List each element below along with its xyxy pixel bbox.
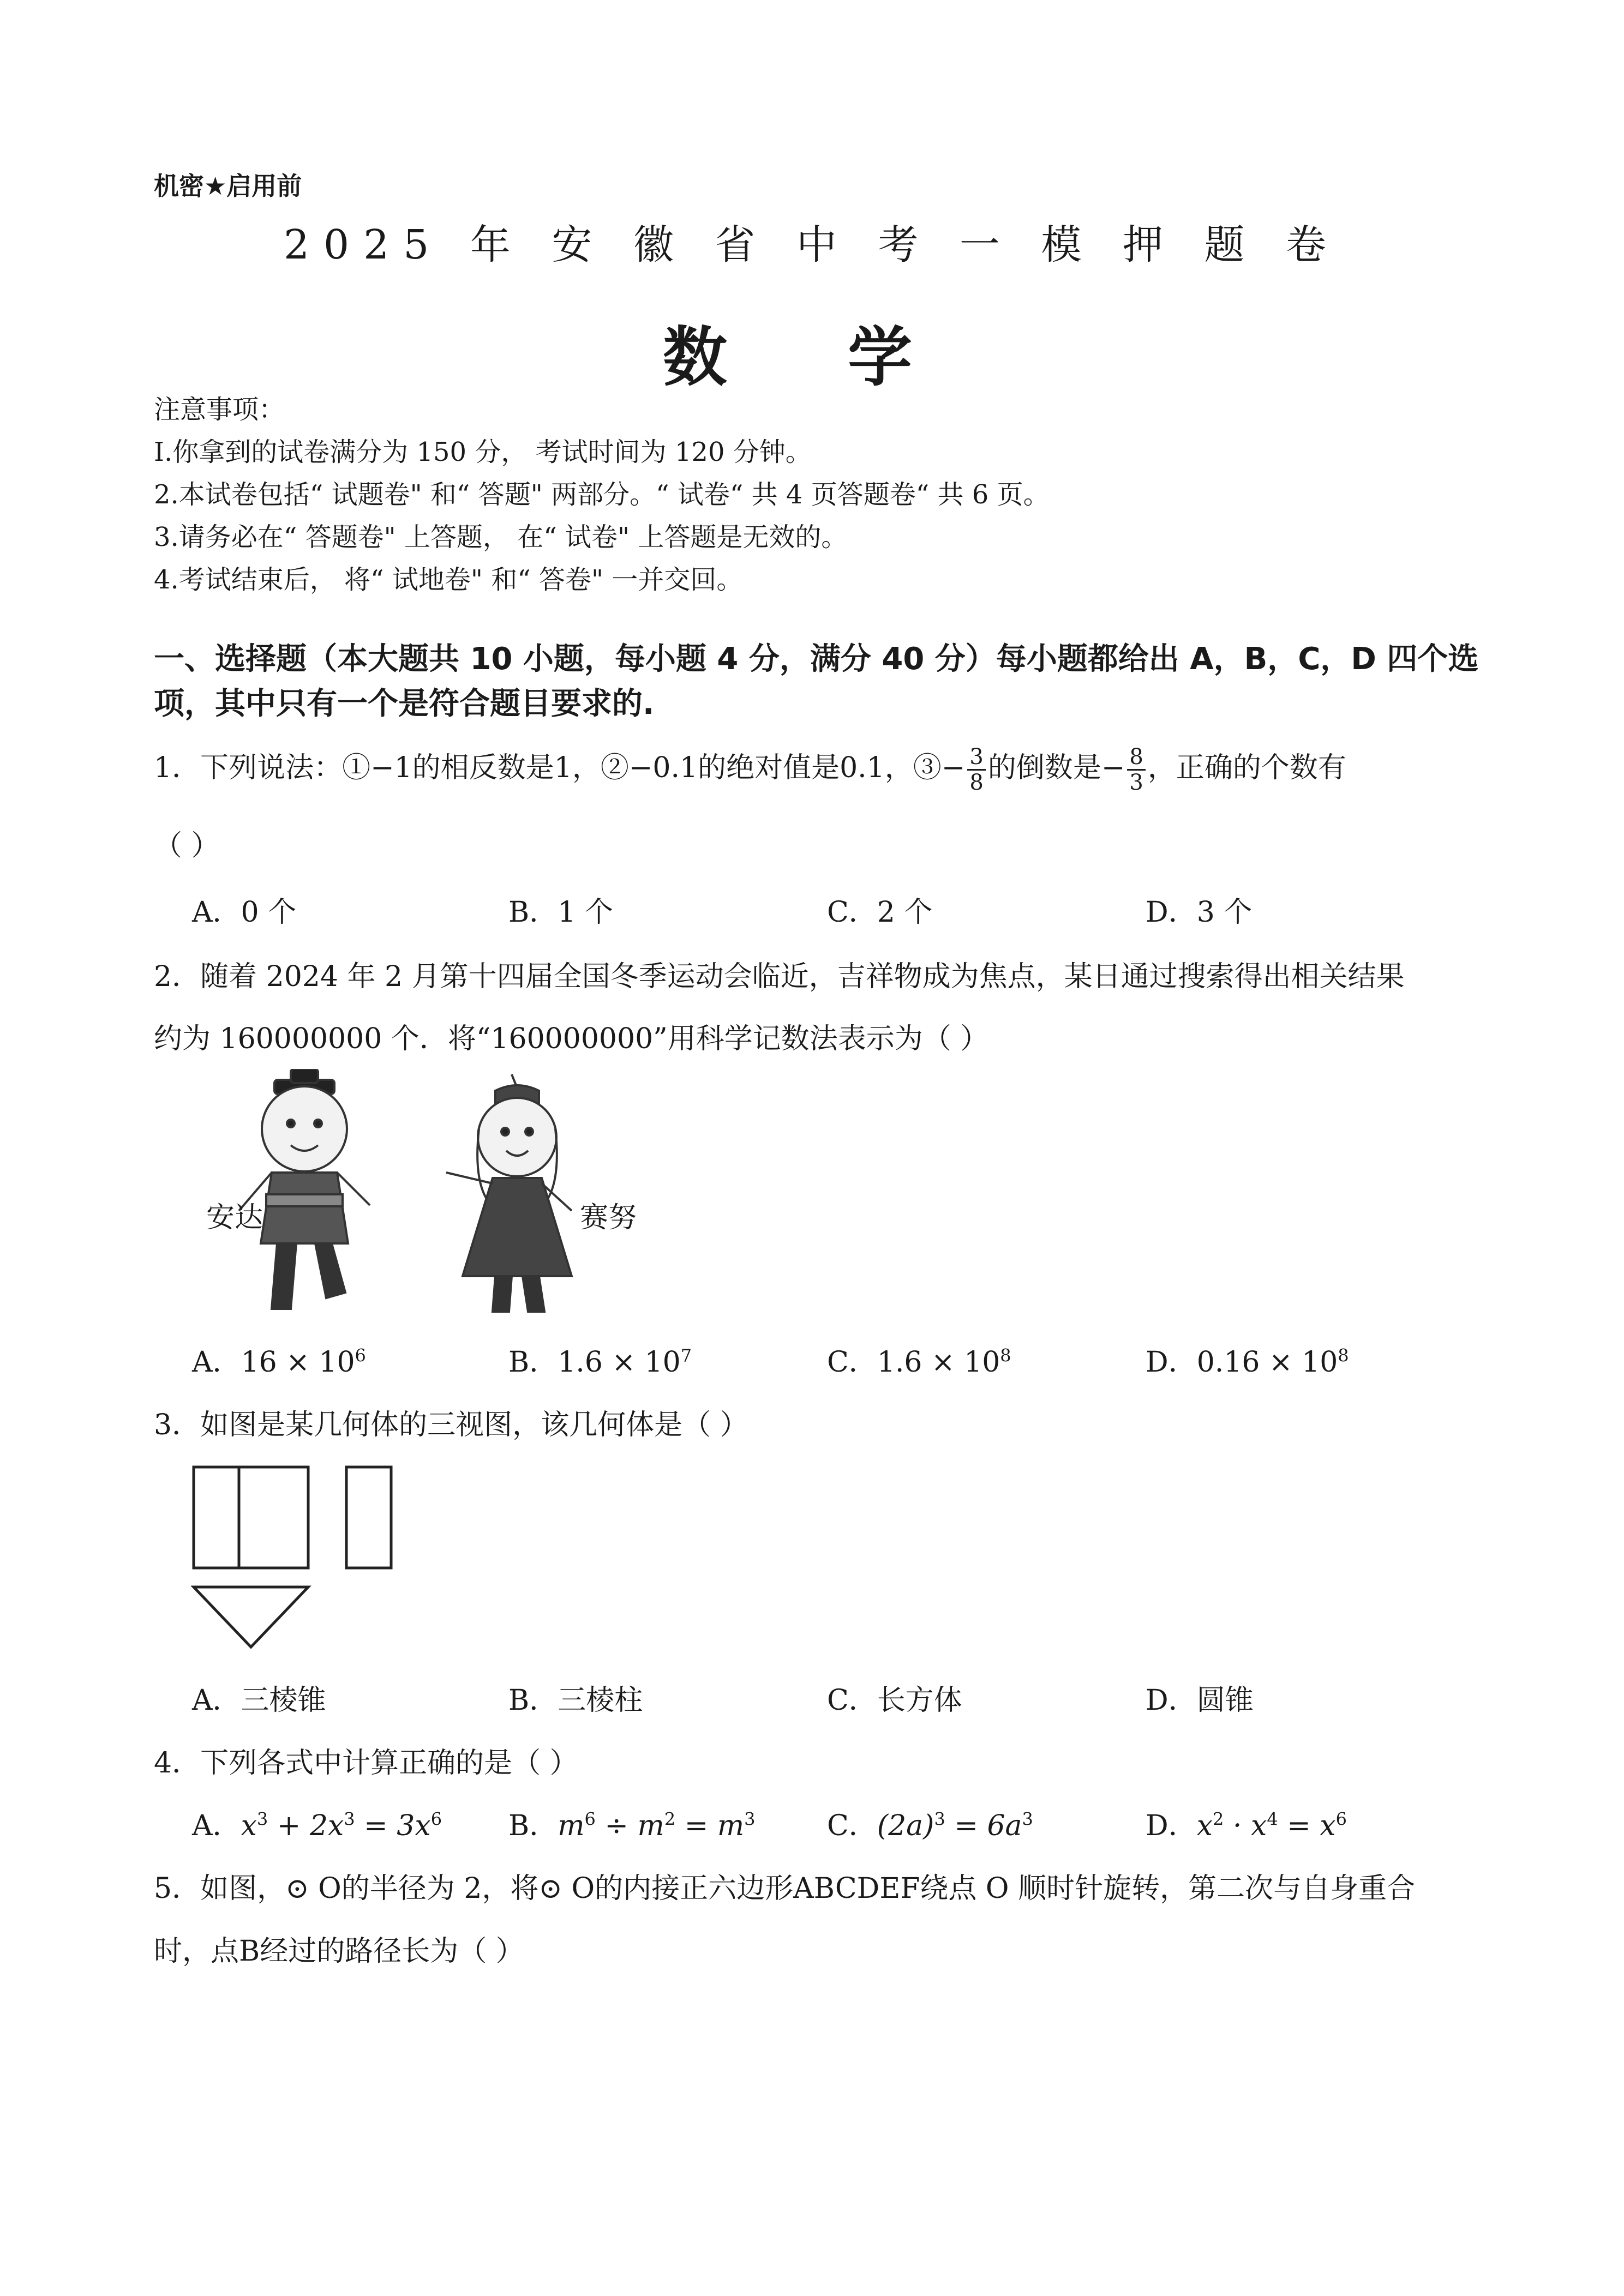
- fraction-8-3: $\frac{8}{3}$: [1127, 745, 1145, 795]
- q4-option-a: A．$x^3 + 2x^3 = 3x^6$: [192, 1808, 442, 1842]
- q4-option-c: C．$(2a)^3 = 6a^3$: [827, 1808, 1033, 1842]
- mascot-label-sainu: 赛努: [580, 1201, 637, 1234]
- question-2-line-1: 2．随着 2024 年 2 月第十四届全国冬季运动会临近，吉祥物成为焦点，某日通过搜索得出相关结果: [154, 960, 1405, 993]
- question-4: 4．下列各式中计算正确的是（ ）: [154, 1747, 578, 1780]
- q3-option-d: D．圆锥: [1146, 1684, 1254, 1717]
- q3-option-c: C．长方体: [827, 1684, 962, 1717]
- subject-title: 数 学: [662, 320, 962, 395]
- q3-option-a: A．三棱锥: [192, 1684, 326, 1717]
- question-5-line-2: 时，点B经过的路径长为（ ）: [154, 1935, 524, 1968]
- q2-option-d: D．$0.16 \times 10^8$: [1146, 1345, 1349, 1379]
- question-5-line-1: 5．如图，⊙ O的半径为 2，将⊙ O的内接正六边形ABCDEF绕点 O 顺时针旋转，第二次与自身重合: [154, 1872, 1416, 1905]
- q2-option-c: C．$1.6 \times 10^8$: [827, 1345, 1011, 1379]
- note-item-1: I.你拿到的试卷满分为 150 分， 考试时间为 120 分钟。: [154, 437, 812, 467]
- q1-option-c: C．2 个: [827, 896, 933, 929]
- notes-heading: 注意事项：: [154, 394, 285, 425]
- question-2-line-2: 约为 160000000 个．将“160000000”用科学记数法表示为（ ）: [154, 1023, 989, 1055]
- three-view-drawing: [191, 1464, 398, 1650]
- note-item-3: 3.请务必在“ 答题卷" 上答题， 在“ 试卷" 上答题是无效的。: [154, 522, 848, 552]
- q1-option-d: D．3 个: [1146, 896, 1253, 929]
- mascot-illustration: [190, 1069, 648, 1325]
- confidential-label: 机密★启用前: [154, 171, 302, 201]
- question-1-answer-paren: （ ）: [154, 830, 220, 862]
- q4-option-b: B．$m^6 \div m^2 = m^3$: [508, 1808, 756, 1842]
- note-item-4: 4.考试结束后， 将“ 试地卷" 和“ 答卷" 一并交回。: [154, 564, 743, 595]
- question-3: 3．如图是某几何体的三视图，该几何体是（ ）: [154, 1409, 748, 1441]
- q2-option-b: B．$1.6 \times 10^7$: [508, 1345, 692, 1379]
- question-1: 1．下列说法：①−1的相反数是1，②−0.1的绝对值是0.1，③− $\frac{3}{8}$ 的倒数是− $\frac{8}{3}$ ，正确的个数有: [154, 744, 1346, 795]
- q1-option-a: A．0 个: [192, 896, 297, 929]
- q2-option-a: A．$16 \times 10^6$: [192, 1345, 366, 1379]
- note-item-2: 2.本试卷包括“ 试题卷" 和“ 答题" 两部分。“ 试卷“ 共 4 页答题卷“ 共 6 页。: [154, 479, 1050, 510]
- q1-option-b: B．1 个: [508, 896, 613, 929]
- q3-option-b: B．三棱柱: [508, 1684, 643, 1717]
- q4-option-d: D．$x^2 \cdot x^4 = x^6$: [1146, 1808, 1347, 1842]
- mascot-label-anda: 安达: [206, 1201, 263, 1234]
- exam-title: 2025 年 安 徽 省 中 考 一 模 押 题 卷: [283, 221, 1341, 268]
- fraction-3-8: $\frac{3}{8}$: [967, 745, 985, 795]
- section-heading: 一、选择题（本大题共 10 小题，每小题 4 分，满分 40 分）每小题都给出 A，B，C，D 四个选项，其中只有一个是符合题目要求的.: [154, 641, 1479, 722]
